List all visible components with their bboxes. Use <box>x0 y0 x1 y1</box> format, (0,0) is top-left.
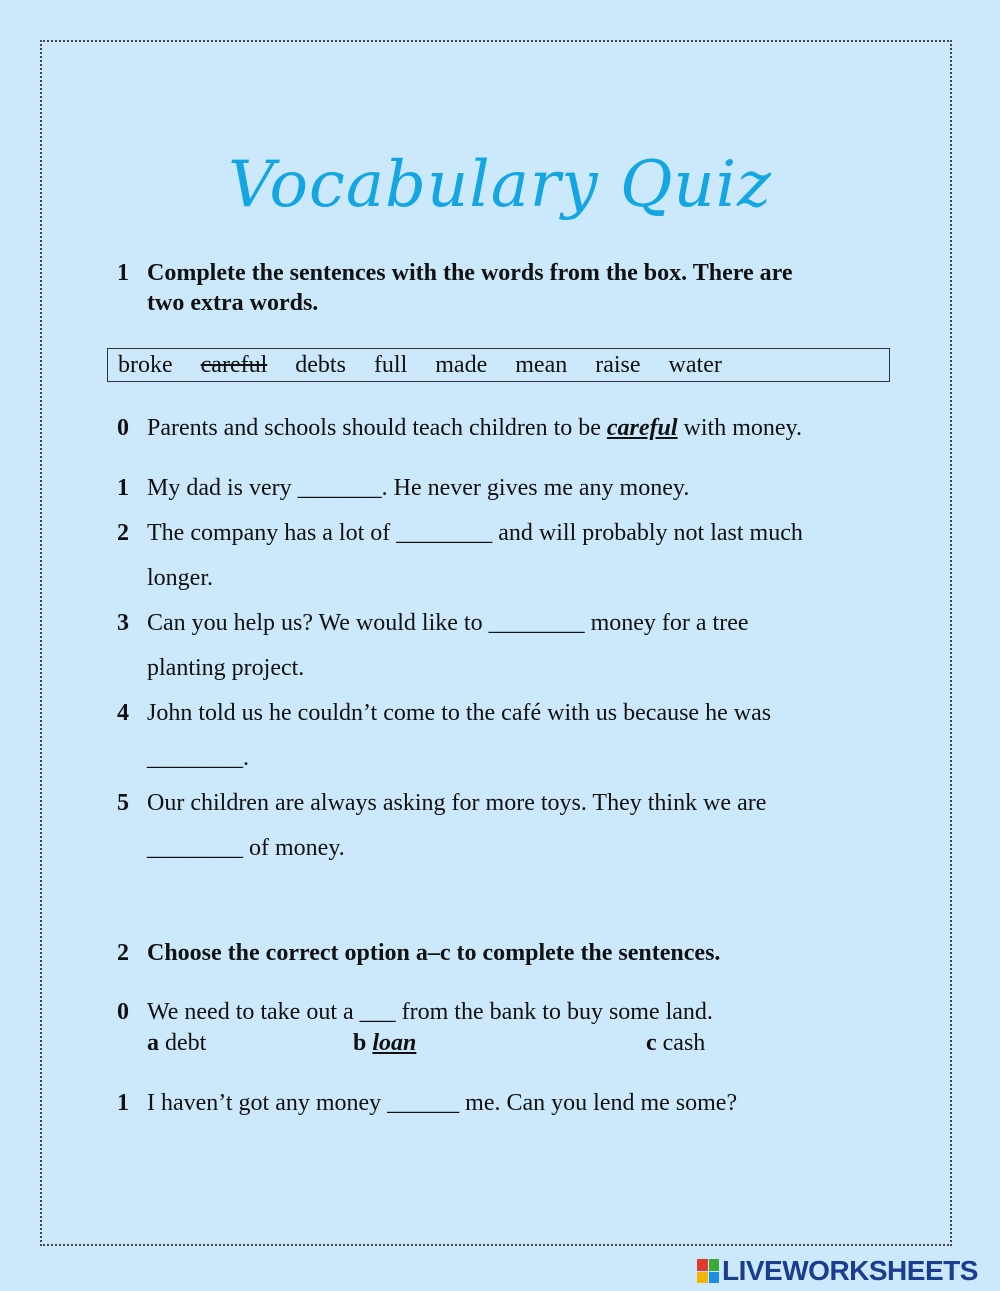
section-number: 1 <box>117 260 129 286</box>
word-box-item: water <box>668 352 722 378</box>
page-title: Vocabulary Quiz <box>228 148 772 222</box>
instruction-line-1: Complete the sentences with the words from the box. There are <box>147 260 793 286</box>
section-number: 2 <box>117 940 129 966</box>
question-text: Our children are always asking for more toys. They think we are <box>147 790 767 816</box>
option-text: debt <box>165 1030 207 1056</box>
word-box-item: made <box>435 352 488 378</box>
example-answer: careful <box>606 415 678 441</box>
option-letter: a <box>147 1030 159 1056</box>
question-text[interactable]: My dad is very _______. He never gives me any money. <box>147 475 690 501</box>
item-number: 2 <box>117 520 129 546</box>
question-text-cont: longer. <box>147 565 213 591</box>
item-number: 0 <box>117 999 129 1025</box>
mc-question-text: We need to take out a ___ from the bank to buy some land. <box>147 999 713 1025</box>
example-sentence <box>147 413 802 443</box>
option-b[interactable] <box>353 1028 416 1058</box>
word-box-item: full <box>373 352 408 378</box>
word-box-item: broke <box>118 352 173 378</box>
example-text-before: Parents and schools should teach children to be <box>147 415 607 441</box>
word-box-item-used: careful <box>200 352 268 378</box>
question-blank[interactable]: ________ of money. <box>147 835 345 861</box>
option-text-correct: loan <box>372 1030 417 1056</box>
option-a[interactable] <box>147 1028 206 1058</box>
item-number: 1 <box>117 475 129 501</box>
question-text[interactable]: The company has a lot of ________ and will probably not last much <box>147 520 803 546</box>
word-box-item: mean <box>515 352 568 378</box>
item-number: 0 <box>117 415 129 441</box>
logo-blocks-icon <box>697 1259 719 1283</box>
question-text: John told us he couldn’t come to the café with us because he was <box>147 700 772 726</box>
brand-text: LIVEWORKSHEETS <box>722 1255 978 1286</box>
liveworksheets-logo[interactable] <box>697 1256 997 1286</box>
option-letter: c <box>646 1030 657 1056</box>
example-text-after: with money. <box>677 415 802 441</box>
item-number: 5 <box>117 790 129 816</box>
instruction-line: Choose the correct option a–c to complete the sentences. <box>147 940 721 966</box>
mc-question-text[interactable]: I haven’t got any money ______ me. Can you lend me some? <box>147 1090 738 1116</box>
word-box-item: debts <box>295 352 346 378</box>
item-number: 1 <box>117 1090 129 1116</box>
option-c[interactable] <box>646 1028 705 1058</box>
option-text: cash <box>662 1030 706 1056</box>
item-number: 3 <box>117 610 129 636</box>
option-letter: b <box>353 1030 367 1056</box>
question-text[interactable]: Can you help us? We would like to ________ money for a tree <box>147 610 749 636</box>
instruction-line-2: two extra words. <box>147 290 319 316</box>
question-text-cont: planting project. <box>147 655 305 681</box>
word-box <box>107 348 890 382</box>
question-blank[interactable]: ________. <box>147 745 249 771</box>
word-box-item: raise <box>595 352 641 378</box>
item-number: 4 <box>117 700 129 726</box>
